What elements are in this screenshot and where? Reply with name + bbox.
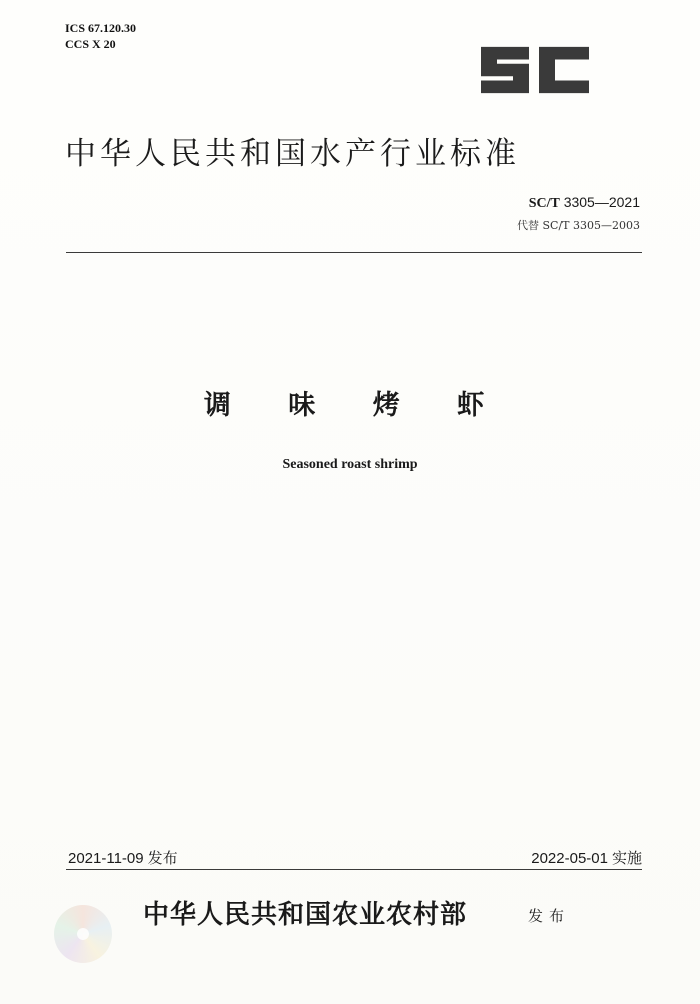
issue-date bbox=[68, 848, 178, 869]
issuer-row bbox=[0, 895, 700, 935]
implementation-date-suffix: 实施 bbox=[611, 849, 642, 867]
ics-code: ICS 67.120.30 bbox=[65, 21, 137, 35]
ccs-code: CCS X 20 bbox=[65, 37, 116, 51]
standard-number bbox=[529, 193, 640, 213]
implementation-date-value: 2022-05-01 bbox=[531, 850, 608, 867]
english-title: Seasoned roast shrimp bbox=[282, 457, 418, 472]
classification-codes bbox=[65, 20, 136, 52]
issue-date-value: 2021-11-09 bbox=[68, 850, 144, 867]
sc-logo bbox=[477, 43, 593, 98]
standard-code: SC/T bbox=[528, 196, 560, 211]
chinese-title: 调 味 烤 虾 bbox=[203, 390, 509, 421]
bottom-divider bbox=[66, 869, 642, 870]
sc-logo-icon bbox=[477, 43, 593, 98]
issuing-authority: 中华人民共和国农业农村部 bbox=[143, 900, 468, 930]
replaces-standard: 代替 SC/T 3305—2003 bbox=[517, 219, 640, 232]
implementation-date bbox=[531, 848, 642, 869]
issuer-action: 发布 bbox=[528, 907, 571, 925]
industry-standard-title: 中华人民共和国水产行业标准 bbox=[65, 136, 520, 172]
issue-date-suffix: 发布 bbox=[147, 849, 178, 867]
top-divider bbox=[66, 252, 642, 253]
standard-number-value: 3305—2021 bbox=[563, 194, 640, 210]
